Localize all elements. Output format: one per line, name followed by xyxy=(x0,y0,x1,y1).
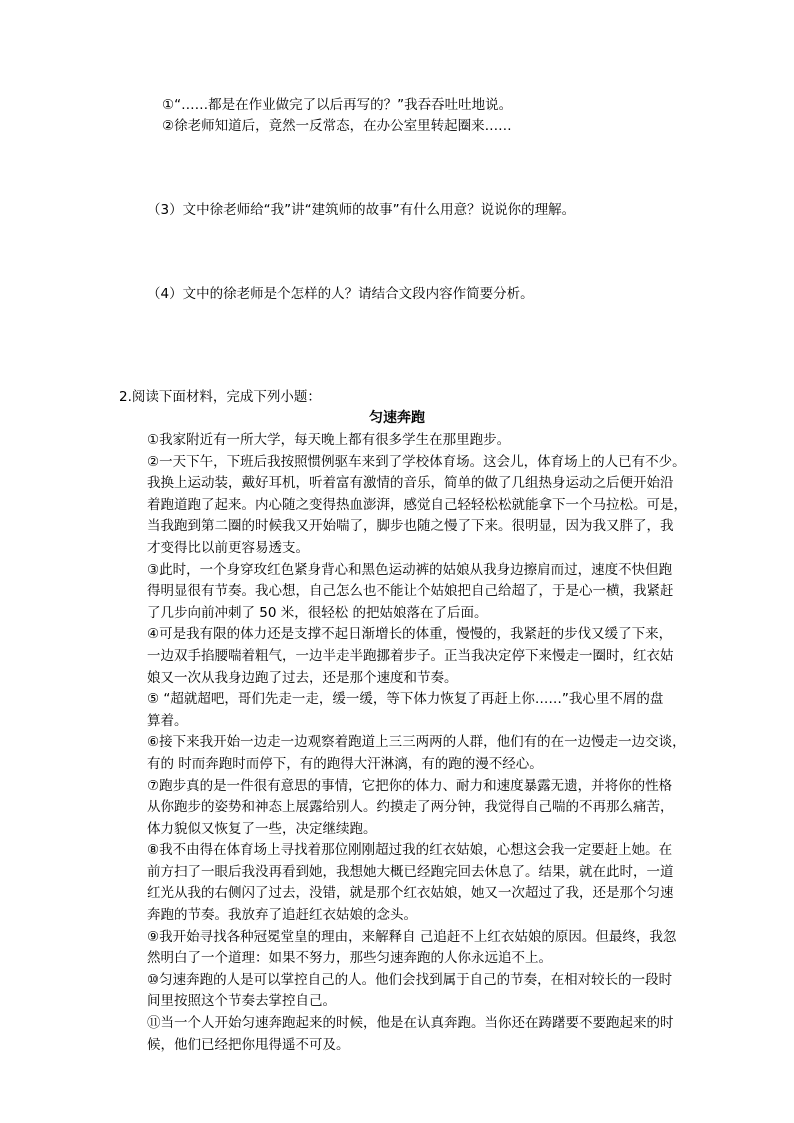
paragraph-line: ⑤ “超就超吧，哥们先走一走，缓一缓，等下体力恢复了再赶上你……”我心里不屑的盘 xyxy=(147,691,664,708)
paragraph-line: 体力貌似又恢复了一些，决定继续跑。 xyxy=(147,820,377,837)
paragraph-line: ④可是我有限的体力还是支撑不起日渐增长的体重，慢慢的，我紧赶的步伐又缓了下来， xyxy=(147,626,673,643)
paragraph-1 xyxy=(147,430,707,452)
paragraph-line: 从你跑步的姿势和神态上展露给别人。约摸走了两分钟，我觉得自己喘的不再那么痛苦， xyxy=(147,799,674,816)
article-title: 匀速奔跑 xyxy=(369,410,425,426)
paragraph-line: 当我跑到第二圈的时候我又开始喘了，脚步也随之慢了下来。很明显，因为我又胖了，我 xyxy=(147,518,674,535)
paragraph-line: 间里按照这个节奏去掌控自己。 xyxy=(147,993,336,1010)
paragraph-line: 了几步向前冲刺了 50 米，很轻松 的把姑娘落在了后面。 xyxy=(147,604,488,621)
paragraph-line: ⑧我不由得在体育场上寻找着那位刚刚超过我的红衣姑娘，心想这会我一定要赶上她。在 xyxy=(147,842,673,859)
paragraph-line: 然明白了一个道理：如果不努力，那些匀速奔跑的人你永远追不上。 xyxy=(147,950,552,967)
paragraph-line: ⑪当一个人开始匀速奔跑起来的时候，他是在认真奔跑。当你还在踌躇要不要跑起来的时 xyxy=(147,1015,674,1032)
paragraph-line: 才变得比以前更容易透支。 xyxy=(147,539,309,556)
paragraph-line: 算着。 xyxy=(147,712,188,729)
paragraph-10 xyxy=(147,970,707,1013)
paragraph-line: 红光从我的右侧闪了过去，没错，就是那个红衣姑娘，她又一次超过了我，还是那个匀速 xyxy=(147,885,674,902)
paragraph-line: 前方扫了一眼后我没再看到她，我想她大概已经跑完回去休息了。结果，就在此时，一道 xyxy=(147,863,674,880)
section-instruction: 2.阅读下面材料，完成下列小题： xyxy=(119,389,321,405)
paragraph-line: 一边双手掐腰喘着粗气，一边半走半跑挪着步子。正当我决定停下来慢走一圈时，红衣姑 xyxy=(147,647,674,664)
paragraph-3 xyxy=(147,560,707,625)
paragraph-line: ②一天下午，下班后我按照惯例驱车来到了学校体育场。这会儿，体育场上的人已有不少。 xyxy=(147,453,686,470)
paragraph-line: 娘又一次从我身边跑了过去，还是那个速度和节奏。 xyxy=(147,669,458,686)
paragraph-6 xyxy=(147,732,707,775)
paragraph-5 xyxy=(147,689,707,732)
paragraph-line: 得明显很有节奏。我心想，自己怎么也不能让个姑娘把自己给超了，于是心一横，我紧赶 xyxy=(147,583,674,600)
question-3: （3）文中徐老师给“我”讲“建筑师的故事”有什么用意？说说你的理解。 xyxy=(147,202,576,218)
paragraph-line: ③此时，一个身穿玫红色紧身背心和黑色运动裤的姑娘从我身边擦肩而过，速度不快但跑 xyxy=(147,561,673,578)
paragraph-9 xyxy=(147,927,707,970)
paragraph-line: 着跑道跑了起来。内心随之变得热血澎湃，感觉自己轻轻松松就能拿下一个马拉松。可是， xyxy=(147,496,687,513)
paragraph-line: ⑩匀速奔跑的人是可以掌控自己的人。他们会找到属于自己的节奏，在相对较长的一段时 xyxy=(147,971,673,988)
paragraph-11 xyxy=(147,1013,707,1056)
paragraph-line: 有的 时而奔跑时而停下，有的跑得大汗淋漓，有的跑的漫不经心。 xyxy=(147,755,543,772)
question-item-2: ②徐老师知道后，竟然一反常态，在办公室里转起圈来…… xyxy=(162,118,512,134)
paragraph-line: 候，他们已经把你甩得遥不可及。 xyxy=(147,1036,350,1053)
paragraph-line: ⑨我开始寻找各种冠冕堂皇的理由，来解释自 己追赶不上红衣姑娘的原因。但最终，我忽 xyxy=(147,928,677,945)
article-body xyxy=(147,430,707,1056)
paragraph-2 xyxy=(147,452,707,560)
paragraph-line: ⑦跑步真的是一件很有意思的事情，它把你的体力、耐力和速度暴露无遗，并将你的性格 xyxy=(147,777,673,794)
paragraph-8 xyxy=(147,840,707,926)
paragraph-line: 奔跑的节奏。我放弃了追赶红衣姑娘的念头。 xyxy=(147,907,417,924)
paragraph-4 xyxy=(147,624,707,689)
question-4: （4）文中的徐老师是个怎样的人？请结合文段内容作简要分析。 xyxy=(147,286,534,302)
question-item-1: ①“……都是在作业做完了以后再写的？”我吞吞吐吐地说。 xyxy=(162,97,513,113)
paragraph-line: 我换上运动装，戴好耳机，听着富有激情的音乐，简单的做了几组热身运动之后便开始沿 xyxy=(147,475,674,492)
paragraph-line: ⑥接下来我开始一边走一边观察着跑道上三三两两的人群，他们有的在一边慢走一边交谈， xyxy=(147,734,686,751)
paragraph-line: ①我家附近有一所大学，每天晚上都有很多学生在那里跑步。 xyxy=(147,432,511,448)
paragraph-7 xyxy=(147,776,707,841)
